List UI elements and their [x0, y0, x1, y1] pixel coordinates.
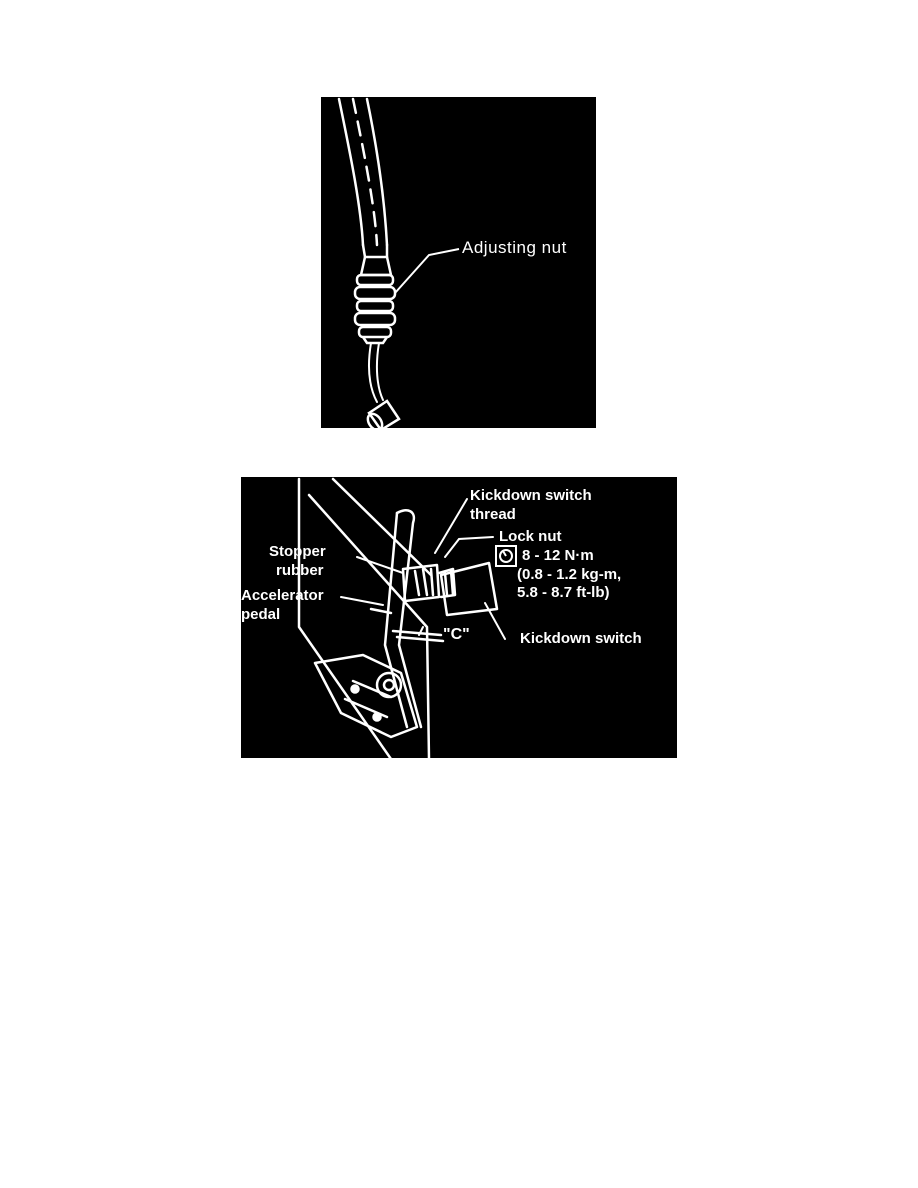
cable-ferrule	[363, 245, 387, 257]
accelerator-pedal-label-line2: pedal	[241, 606, 281, 623]
pedal-bracket	[315, 655, 417, 737]
adjusting-nut-stack	[355, 275, 395, 343]
cable-adjusting-nut-figure	[321, 97, 596, 428]
torque-nm-label: 8 - 12 N·m	[522, 547, 594, 564]
cable-housing-right-edge	[367, 99, 387, 245]
firewall-top-edge	[333, 479, 431, 575]
stopper-rubber-label-line1: Stopper	[269, 543, 326, 560]
kickdown-switch-label: Kickdown switch	[520, 630, 642, 647]
inner-wire-right	[377, 343, 383, 400]
kickdown-thread-label-line1: Kickdown switch	[470, 487, 592, 504]
cable-drawing	[321, 97, 596, 428]
adjusting-nut-label: Adjusting nut	[462, 238, 567, 257]
stopper-rubber-leader	[357, 557, 403, 573]
inner-wire-left	[369, 343, 377, 402]
torque-ftlb-label: 5.8 - 8.7 ft-lb)	[517, 584, 610, 601]
accelerator-pedal-label-line1: Accelerator	[241, 587, 324, 604]
kickdown-thread-label-line2: thread	[470, 506, 516, 523]
pedal-arm-front	[397, 510, 421, 727]
pedal-pivot-inner	[384, 680, 394, 690]
torque-kgm-label: (0.8 - 1.2 kg-m,	[517, 566, 622, 583]
clearance-c-label: "C"	[443, 626, 470, 643]
torque-wrench-icon	[495, 545, 517, 567]
kickdown-thread-leader	[435, 499, 467, 553]
lock-nut-label: Lock nut	[499, 528, 562, 545]
stopper-rubber-label-line2: rubber	[276, 562, 324, 579]
cable-housing-left-edge	[339, 99, 363, 245]
kickdown-switch-figure	[241, 477, 677, 758]
pedal-drawing	[241, 477, 677, 758]
accelerator-pedal-leader	[341, 597, 383, 605]
adjusting-nut-leader	[395, 249, 459, 293]
cable-end-fitting	[365, 401, 399, 428]
pedal-pivot-outer	[377, 673, 401, 697]
lock-nut-leader	[445, 537, 493, 557]
cable-housing-dashed-edge	[353, 99, 377, 245]
